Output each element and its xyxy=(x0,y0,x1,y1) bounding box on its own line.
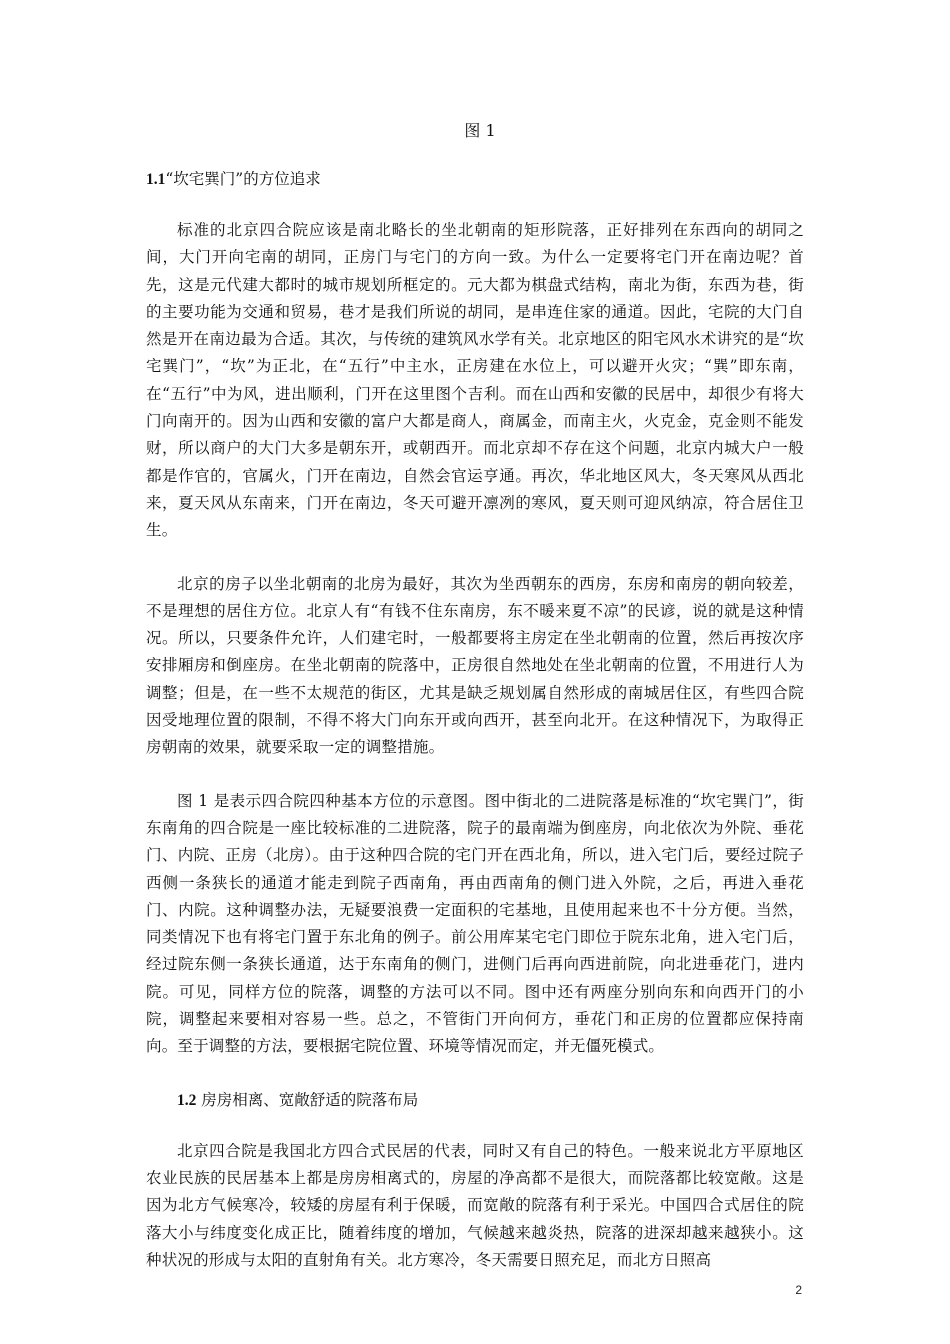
page-content xyxy=(146,118,804,1300)
paragraph: 北京四合院是我国北方四合式民居的代表，同时又有自己的特色。一般来说北方平原地区农业民族的民居基本上都是房房相离式的，房屋的净高都不是很大，而院落都比较宽敞。这是因为北方气候寒冷，较矮的房屋有利于保暖，而宽敞的院落有利于采光。中国四合式居住的院落大小与纬度变化成正比，随着纬度的增加，气候越来越炎热，院落的进深却越来越狭小。这种状况的形成与太阳的直射角有关。北方寒冷，冬天需要日照充足，而北方日照高 xyxy=(146,1141,804,1269)
section-title: 房房相离、宽敞舒适的院落布局 xyxy=(196,1090,419,1109)
paragraph: 北京的房子以坐北朝南的北房为最好，其次为坐西朝东的西房，东房和南房的朝向较差，不是理想的居住方位。北京人有“有钱不住东南房，东不暖来夏不凉”的民谚，说的就是这种情况。所以，只要条件允许，人们建宅时，一般都要将主房定在坐北朝南的位置，然后再按次序安排厢房和倒座房。在坐北朝南的院落中，正房很自然地处在坐北朝南的位置，不用进行人为调整；但是，在一些不太规范的街区，尤其是缺乏规划属自然形成的南城居住区，有些四合院因受地理位置的限制，不得不将大门向东开或向西开，甚至向北开。在这种情况下，为取得正房朝南的效果，就要采取一定的调整措施。 xyxy=(146,574,804,757)
section-heading-1-2 xyxy=(146,1087,804,1114)
paragraph: 图 1 是表示四合院四种基本方位的示意图。图中街北的二进院落是标准的“坎宅巽门”，街东南角的四合院是一座比较标准的二进院落，院子的最南端为倒座房，向北依次为外院、垂花门、内院、正房（北房）。由于这种四合院的宅门开在西北角，所以，进入宅门后，要经过院子西侧一条狭长的通道才能走到院子西南角，再由西南角的侧门进入外院，之后，再进入垂花门、内院。这种调整办法，无疑要浪费一定面积的宅基地，且使用起来也不十分方便。当然，同类情况下也有将宅门置于东北角的例子。前公用库某宅宅门即位于院东北角，进入宅门后，经过院东侧一条狭长通道，达于东南角的侧门，进侧门后再向西进前院，向北进垂花门，进内院。可见，同样方位的院落，调整的方法可以不同。图中还有两座分别向东和向西开门的小院，调整起来要相对容易一些。总之，不管街门开向何方，垂花门和正房的位置都应保持南向。至于调整的方法，要根据宅院位置、环境等情况而定，并无僵死模式。 xyxy=(146,791,804,1056)
paragraph: 标准的北京四合院应该是南北略长的坐北朝南的矩形院落，正好排列在东西向的胡同之间，大门开向宅南的胡同，正房门与宅门的方向一致。为什么一定要将宅门开在南边呢？首先，这是元代建大都时的城市规划所框定的。元大都为棋盘式结构，南北为街，东西为巷，街的主要功能为交通和贸易，巷才是我们所说的胡同，是串连住家的通道。因此，宅院的大门自然是开在南边最为合适。其次，与传统的建筑风水学有关。北京地区的阳宅风水术讲究的是“坎宅巽门”，“坎”为正北，在“五行”中主水，正房建在水位上，可以避开火灾；“巽”即东南，在“五行”中为风，进出顺利，门开在这里图个吉利。而在山西和安徽的民居中，却很少有将大门向南开的。因为山西和安徽的富户大都是商人，商属金，而南主火，火克金，克金则不能发财，所以商户的大门大多是朝东开，或朝西开。而北京却不存在这个问题，北京内城大户一般都是作官的，官属火，门开在南边，自然会官运亨通。再次，华北地区风大，冬天寒风从西北来，夏天风从东南来，门开在南边，冬天可避开凛冽的寒风，夏天则可迎风纳凉，符合居住卫生。 xyxy=(146,221,804,540)
section-title: “坎宅巽门”的方位追求 xyxy=(165,170,321,188)
section-heading-1-1 xyxy=(146,166,804,193)
section-number: 1.2 xyxy=(177,1091,197,1109)
section-number: 1.1 xyxy=(146,171,166,188)
page-number: 2 xyxy=(795,1283,802,1297)
figure-caption: 图 1 xyxy=(464,121,496,140)
